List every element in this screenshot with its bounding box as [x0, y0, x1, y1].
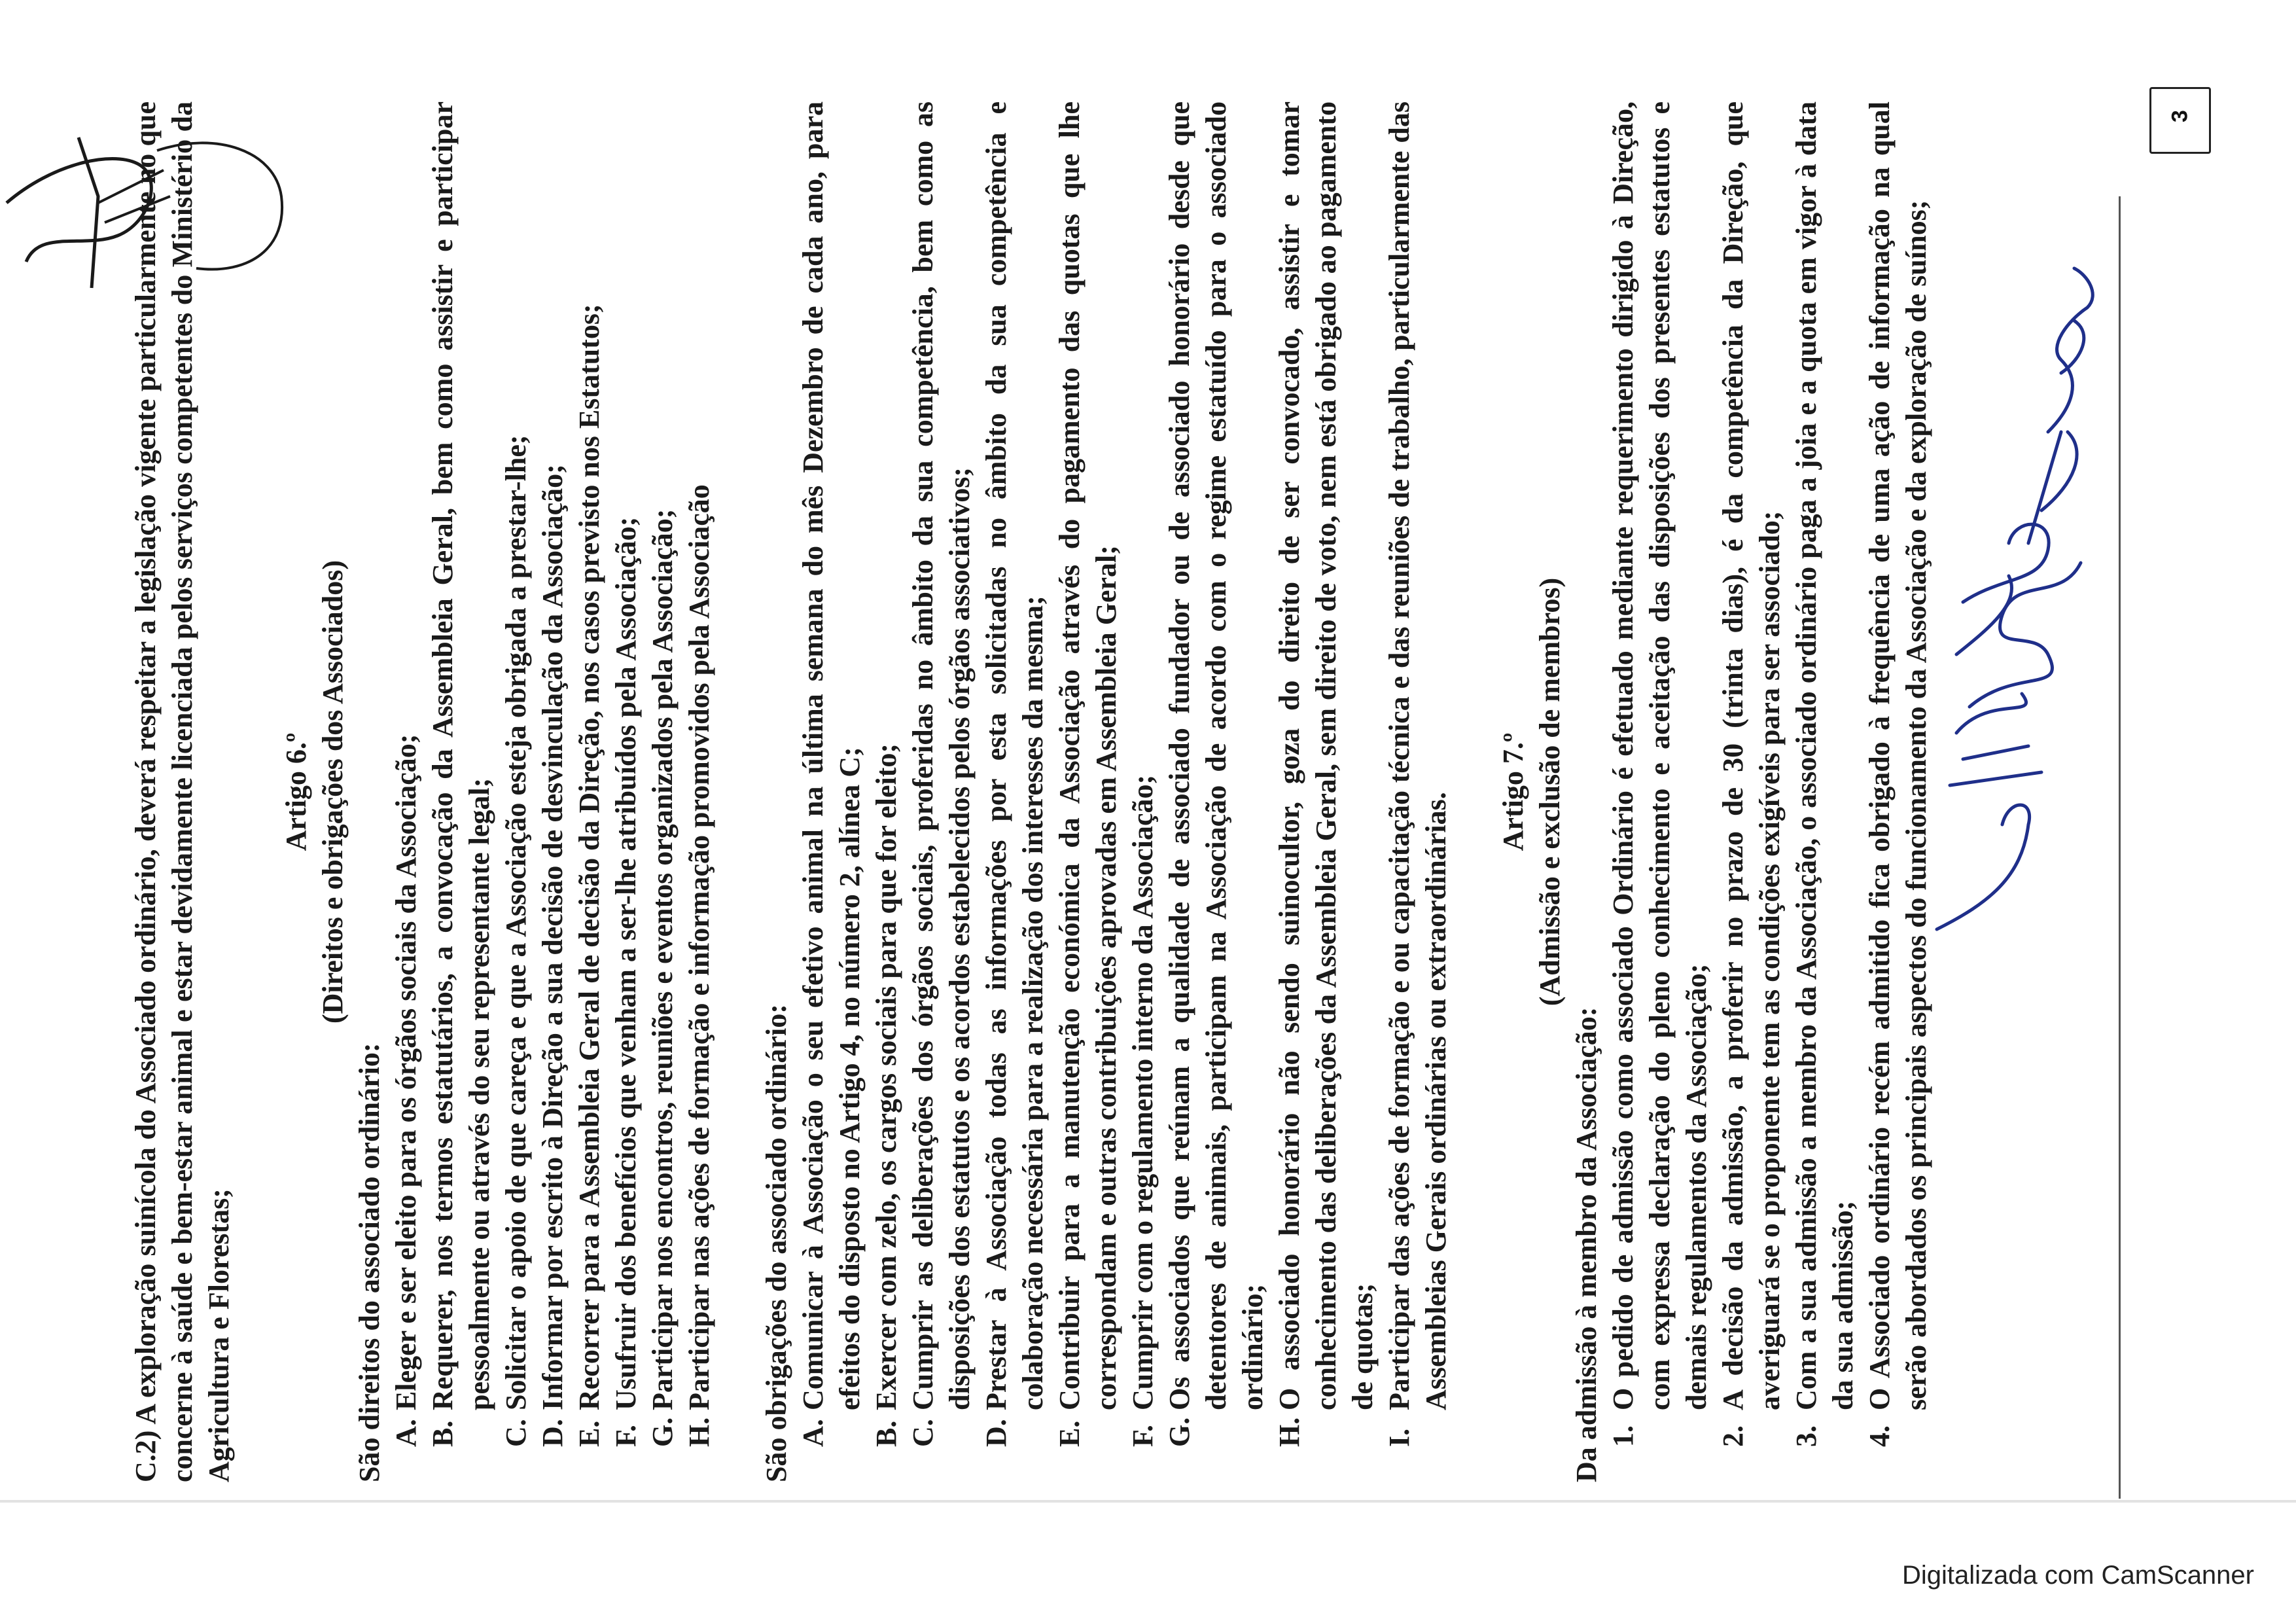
list-item-text: O associado honorário não sendo suinocultor, goza do direito de ser convocado, assistir e tomar conhecimento das deliberações da Assembleia Geral, sem direito de voto, nem está obrigado ao pagamento de quotas; [1273, 101, 1379, 1410]
list-marker: C. [500, 1419, 532, 1447]
list-item-text: Cumprir com o regulamento interno da Associação; [1127, 774, 1159, 1410]
list-marker: I. [1383, 1428, 1415, 1447]
duties-item [1381, 101, 1455, 1450]
list-marker: G. [646, 1417, 679, 1447]
admission-list [1605, 101, 1935, 1482]
rights-item [681, 101, 718, 1450]
duties-item [978, 101, 1051, 1450]
list-marker: A. [390, 1419, 422, 1447]
page-number: 3 [2167, 110, 2193, 122]
handwritten-mark-icon [0, 124, 314, 399]
list-item-text: Participar das ações de formação e ou capacitação técnica e das reuniões de trabalho, particularmente das Assembleias Gerais ordinárias ou extraordinárias. [1383, 101, 1452, 1410]
list-marker: F. [1127, 1425, 1159, 1447]
duties-intro: São obrigações do associado ordinário: [760, 1004, 792, 1482]
article-6-title: Artigo 6.º [280, 732, 312, 851]
duties-item [905, 101, 978, 1450]
list-marker: G. [1163, 1417, 1195, 1447]
list-marker: 3. [1790, 1425, 1822, 1447]
intro-paragraph: C.2) A exploração suinícola do Associado ordinário, deverá respeitar a legislação vigente particularmente no que concerne à saúde e bem-estar animal e estar devidamente licenciada pelos serviços competentes do Ministério da Agricultura e Florestas; [130, 101, 235, 1482]
margin-line [2119, 196, 2121, 1499]
list-item-text: Com a sua admissão a membro da Associação, o associado ordinário paga a joia e a quota em vigor à data da sua admissão; [1790, 101, 1859, 1410]
article-6-subtitle: (Direitos e obrigações dos Associados) [317, 560, 349, 1024]
list-marker: D. [980, 1419, 1012, 1447]
list-item-text: Solicitar o apoio de que careça e que a Associação esteja obrigada a prestar-lhe; [500, 435, 532, 1410]
article-7-title: Artigo 7.º [1497, 732, 1529, 851]
list-marker: E. [1053, 1420, 1086, 1447]
list-item-text: Comunicar à Associação o seu efetivo animal na última semana do mês Dezembro de cada ano, para efeitos do disposto no Artigo 4, no número 2, alínea C; [797, 101, 866, 1410]
list-item-text: Eleger e ser eleito para os órgãos sociais da Associação; [390, 734, 422, 1410]
rights-item [608, 101, 645, 1450]
admission-intro: Da admissão à membro da Associação: [1570, 1007, 1602, 1482]
duties-item [1051, 101, 1125, 1450]
list-marker: F. [610, 1425, 642, 1447]
duties-item [795, 101, 868, 1450]
list-marker: D. [537, 1419, 569, 1447]
rights-item [425, 101, 498, 1450]
rights-intro: São direitos do associado ordinário: [353, 1043, 385, 1482]
list-marker: 4. [1863, 1425, 1896, 1447]
page-number-box [2149, 87, 2211, 154]
list-item-text: A decisão da admissão, a proferir no prazo de 30 (trinta dias), é da competência da Direção, que averiguará se o proponente tem as condições exigíveis para ser associado; [1717, 101, 1786, 1410]
article-7-subtitle: (Admissão e exclusão de membros) [1534, 577, 1566, 1007]
list-item-text: O Associado ordinário recém admitido fica obrigado à frequência de uma ação de informação na qual serão abordados os principais aspectos do funcionamento da Associação e da exploração de suínos; [1863, 101, 1932, 1410]
list-marker: H. [1273, 1417, 1305, 1447]
list-item-text: Contribuir para a manutenção económica da Associação através do pagamento das quotas que lhe correspondam e outras contribuições aprovadas em Assembleia Geral; [1053, 101, 1122, 1410]
list-marker: B. [427, 1420, 459, 1447]
rights-item [388, 101, 425, 1450]
list-marker: 1. [1607, 1425, 1639, 1447]
list-marker: A. [797, 1419, 829, 1447]
list-item-text: Requerer, nos termos estatutários, a convocação da Assembleia Geral, bem como assistir e participar pessoalmente ou através do seu representante legal; [427, 101, 495, 1410]
list-marker: B. [870, 1420, 902, 1447]
admission-item [1788, 101, 1862, 1450]
page-edge-divider [0, 1500, 2296, 1503]
list-marker: H. [683, 1417, 715, 1447]
duties-item [1271, 101, 1381, 1450]
duties-list [795, 101, 1455, 1482]
list-item-text: Prestar à Associação todas as informações por esta solicitadas no âmbito da sua competência e colaboração necessária para a realização dos interesses da mesma; [980, 101, 1049, 1410]
camscanner-footer: Digitalizada com CamScanner [1901, 1561, 2254, 1590]
admission-item [1605, 101, 1715, 1450]
list-item-text: Usufruir dos benefícios que venham a ser-lhe atribuídos pela Associação; [610, 516, 642, 1410]
list-item-text: Cumprir as deliberações dos órgãos sociais, proferidas no âmbito da sua competência, bem como as disposições dos estatutos e os acordos estabelecidos pelos órgãos associativos; [907, 101, 976, 1410]
rights-item [571, 101, 608, 1450]
list-item-text: O pedido de admissão como associado Ordinário é efetuado mediante requerimento dirigido à Direção, com expressa declaração do pleno conhecimento e aceitação das disposições dos presentes estatutos e demais regulamentos da Associação; [1607, 101, 1712, 1410]
list-item-text: Participar nas ações de formação e informação promovidos pela Associação [683, 484, 715, 1410]
rights-item [535, 101, 571, 1450]
rights-list [388, 101, 718, 1482]
duties-item [868, 101, 905, 1450]
signatures-icon [1911, 236, 2107, 969]
list-item-text: Os associados que reúnam a qualidade de associado fundador ou de associado honorário desde que detentores de animais, participam na Associação de acordo com o regime estatuído para o associado ordinário; [1163, 101, 1269, 1410]
list-item-text: Recorrer para a Assembleia Geral de decisão da Direção, nos casos previsto nos Estatutos; [573, 304, 605, 1410]
rights-item [498, 101, 535, 1450]
rights-item [645, 101, 681, 1450]
list-marker: 2. [1717, 1425, 1749, 1447]
duties-item [1161, 101, 1271, 1450]
admission-item [1715, 101, 1788, 1450]
duties-item [1125, 101, 1161, 1450]
list-marker: E. [573, 1420, 605, 1447]
list-item-text: Exercer com zelo, os cargos sociais para que for eleito; [870, 743, 902, 1410]
list-marker: C. [907, 1419, 939, 1447]
list-item-text: Informar por escrito à Direção a sua decisão de desvinculação da Associação; [537, 464, 569, 1410]
list-item-text: Participar nos encontros, reuniões e eventos organizados pela Associação; [646, 508, 679, 1410]
